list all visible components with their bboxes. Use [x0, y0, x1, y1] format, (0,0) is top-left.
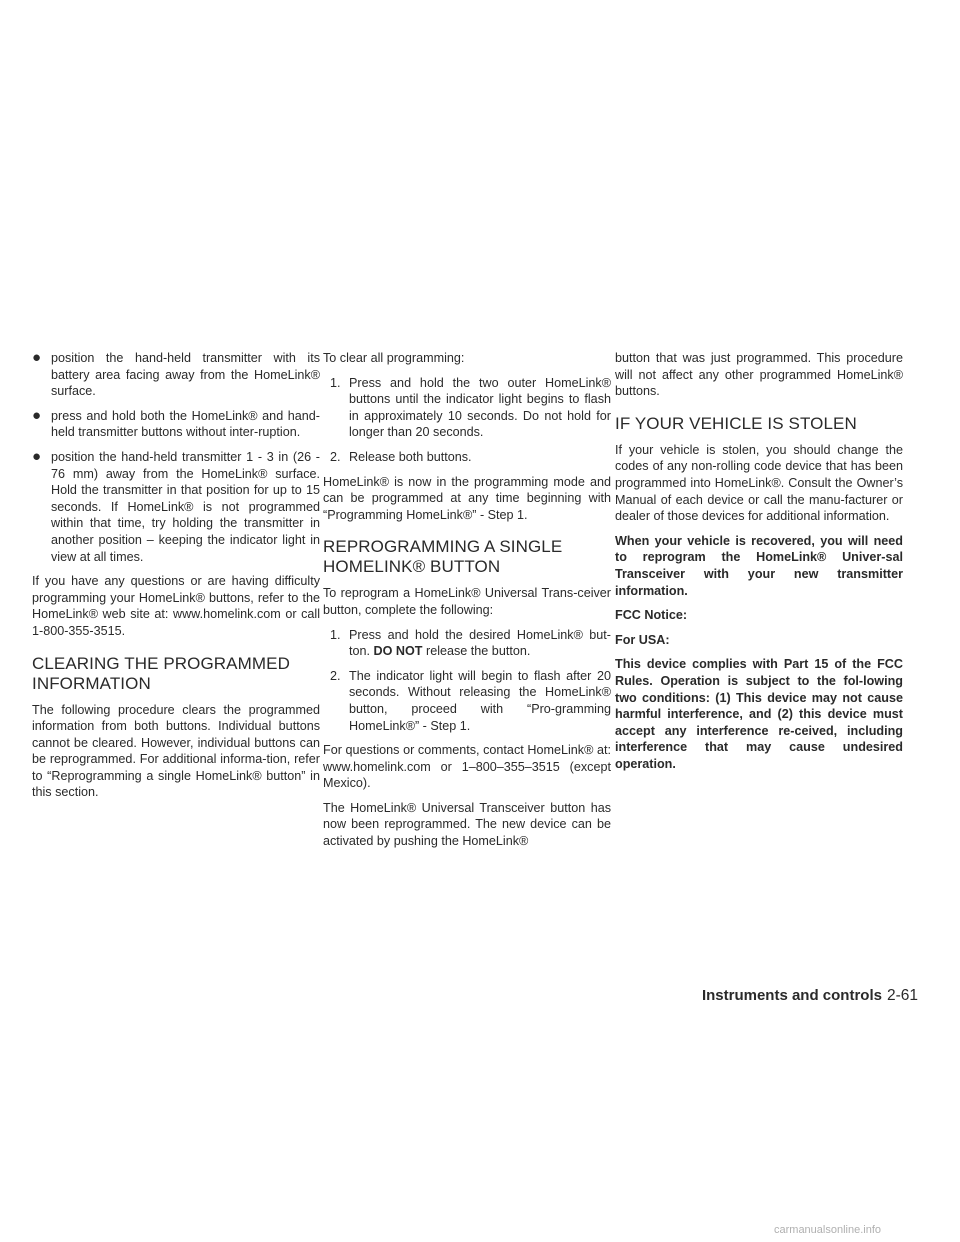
bullet-icon: ●	[32, 406, 42, 424]
paragraph-continued: button that was just programmed. This procedure will not affect any other programmed HomeLink® buttons.	[615, 351, 903, 399]
bullet-item: ● position the hand-held transmitter with its battery area facing away from the HomeLink® surface.	[32, 349, 320, 399]
paragraph-fcc: This device complies with Part 15 of the FCC Rules. Operation is subject to the fol-lowing two conditions: (1) This device may not cause harmful interference, and (2) this device must accept any interference re-ceived, including interference that may cause undesired operation.	[615, 657, 903, 771]
step-item	[323, 627, 611, 660]
step-item	[323, 668, 611, 734]
column-1	[32, 350, 320, 809]
footer-section-title: Instruments and controls	[701, 987, 882, 1004]
fcc-notice-label: FCC Notice:	[615, 608, 688, 623]
step-text: The indicator light will begin to flash after 20 seconds. Without releasing the HomeLink® button, proceed with “Pro-gramming HomeLink®” - Step 1.	[349, 668, 611, 733]
step-number: 2.	[330, 668, 341, 683]
paragraph-intro: To clear all programming:	[323, 351, 465, 365]
bullet-item: ● position the hand-held transmitter 1 - 3 in (26 - 76 mm) away from the HomeLink® surface. Hold the transmitter in that position for up to 15 seconds. If HomeLink® is not programmed within that time, try holding the transmitter in another position – keeping the indicator light in view at all times.	[32, 447, 320, 564]
paragraph-clearing: The following procedure clears the programmed information from both buttons. Individual buttons cannot be cleared. However, individual buttons can be reprogrammed. For additional informa-tion, refer to “Reprogramming a single HomeLink® button” in this section.	[32, 702, 320, 800]
paragraph-mode: HomeLink® is now in the programming mode and can be programmed at any time beginning with “Programming HomeLink®” - Step 1.	[323, 474, 611, 522]
step-number: 1.	[330, 375, 341, 390]
column-3	[615, 350, 903, 780]
heading-reprogramming: REPROGRAMMING A SINGLE HOMELINK® BUTTON	[323, 537, 563, 577]
step-text-tail: release the button.	[422, 644, 531, 659]
heading-clearing: CLEARING THE PROGRAMMED INFORMATION	[32, 653, 290, 693]
step-text: Press and hold the two outer HomeLink® buttons until the indicator light begins to flash in approximately 10 seconds. Do not hold for longer than 20 seconds.	[349, 375, 611, 440]
bullet-icon: ●	[32, 447, 42, 465]
paragraph-reprogram-intro: To reprogram a HomeLink® Universal Trans-ceiver button, complete the following:	[323, 586, 611, 617]
bullet-item: ● press and hold both the HomeLink® and hand-held transmitter buttons without inter-ruption.	[32, 406, 320, 440]
paragraph-reprogrammed: The HomeLink® Universal Transceiver button has now been reprogrammed. The new device can be activated by pushing the HomeLink®	[323, 800, 611, 849]
step-warning: DO NOT	[373, 644, 423, 659]
step-number: 2.	[330, 449, 341, 464]
heading-stolen: IF YOUR VEHICLE IS STOLEN	[615, 413, 857, 433]
column-2	[323, 350, 611, 858]
paragraph-stolen: If your vehicle is stolen, you should change the codes of any non-rolling code device that has been programmed into HomeLink®. Consult the Owner’s Manual of each device or call the manu-facturer or dealer of those devices for additional information.	[615, 442, 903, 524]
step-text: Press and hold the desired HomeLink® but-ton.	[349, 627, 611, 659]
step-item	[323, 449, 611, 466]
bullet-icon: ●	[32, 349, 42, 366]
for-usa-label: For USA:	[615, 632, 670, 647]
step-text: Release both buttons.	[349, 449, 472, 464]
step-item	[323, 375, 611, 441]
page-number: 2-61	[886, 987, 918, 1004]
paragraph-recovered: When your vehicle is recovered, you will need to reprogram the HomeLink® Univer-sal Transceiver with your new transmitter information.	[615, 533, 903, 598]
step-number: 1.	[330, 627, 341, 642]
watermark: carmanualsonline.info	[774, 1224, 882, 1236]
paragraph-questions: For questions or comments, contact HomeLink® at: www.homelink.com or 1–800–355–3515 (except Mexico).	[323, 743, 611, 791]
page-footer	[702, 987, 918, 1005]
paragraph-contact: If you have any questions or are having difficulty programming your HomeLink® buttons, refer to the HomeLink® web site at: www.homelink.com or call 1-800-355-3515.	[32, 574, 320, 638]
